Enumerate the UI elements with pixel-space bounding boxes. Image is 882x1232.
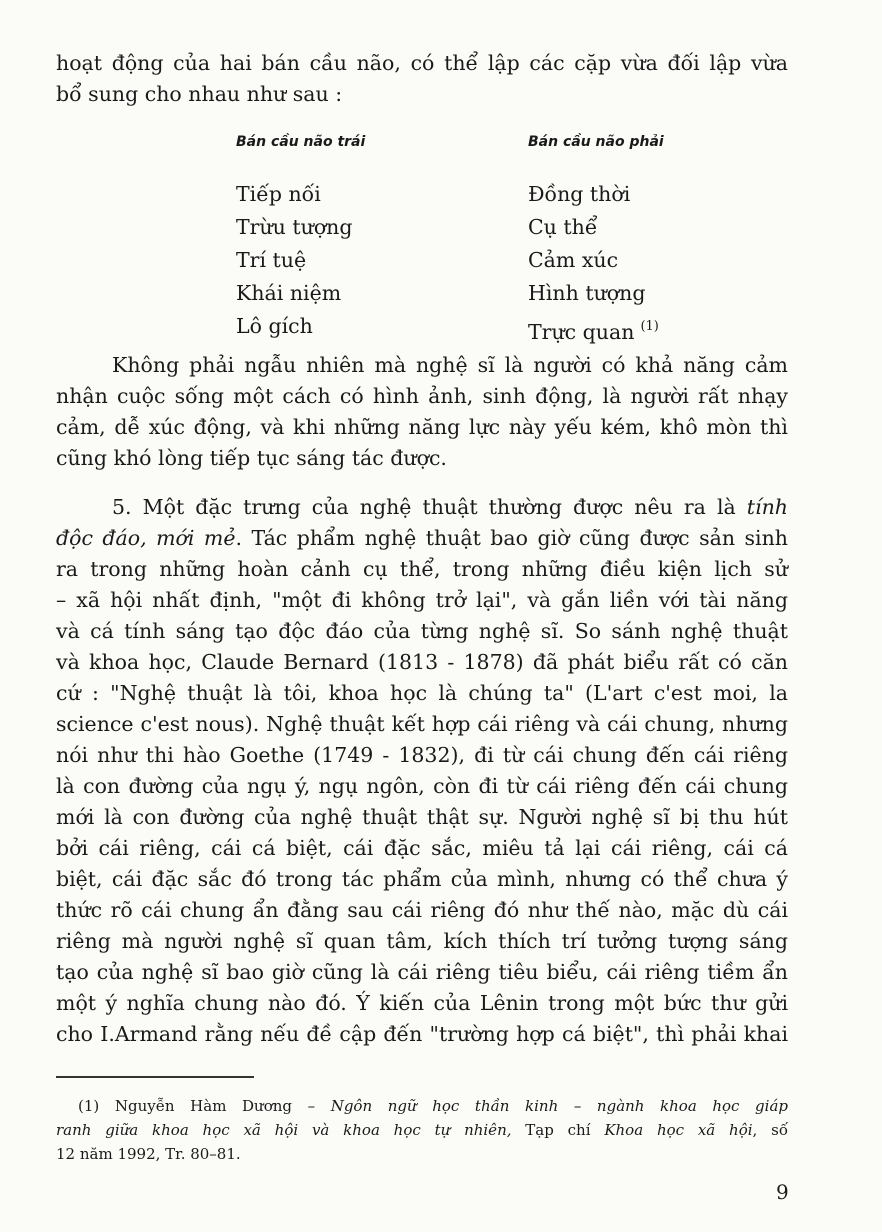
list-item: Cảm xúc [528,248,619,272]
text-line: và cá tính sáng tạo độc đáo của từng nghệ sĩ. So sánh nghệ thuật [56,619,788,643]
footnote-divider [56,1076,254,1078]
text-segment: 5. Một đặc trưng của nghệ thuật thường được nêu ra là [112,495,747,519]
text-line [56,523,788,554]
text-line: biệt, cái đặc sắc đó trong tác phẩm của mình, nhưng có thể chưa ý [56,867,788,891]
list-item: Trí tuệ [236,248,307,272]
emphasis-text: tính [746,495,788,519]
list-item-text: Trực quan [528,320,635,344]
text-line: mới là con đường của nghệ thuật thật sự. Người nghệ sĩ bị thu hút [56,805,788,829]
left-column-header: Bán cầu não trái [236,134,366,150]
text-line: nói như thi hào Goethe (1749 - 1832), đi từ cái chung đến cái riêng [56,743,788,767]
text-line: Không phải ngẫu nhiên mà nghệ sĩ là người có khả năng cảm [112,353,788,377]
footnote-title: ranh giữa khoa học xã hội và khoa học tự nhiên, [56,1121,512,1139]
text-line: bổ sung cho nhau như sau : [56,82,343,106]
text-line: một ý nghĩa chung nào đó. Ý kiến của Lênin trong một bức thư gửi [56,991,788,1015]
text-line: nhận cuộc sống một cách có hình ảnh, sinh động, là người rất nhạy [56,384,788,408]
right-hemisphere-column [528,130,788,349]
text-line: cũng khó lòng tiếp tục sáng tác được. [56,446,447,470]
footnote-text: , số [752,1121,788,1139]
footnote-author: Nguyễn Hàm Dương – [99,1097,331,1115]
list-item: Tiếp nối [236,182,321,206]
paragraph-artist [56,350,788,474]
list-item: Trừu tượng [236,215,353,239]
text-line: science c'est nous). Nghệ thuật kết hợp cái riêng và cái chung, nhưng [56,712,788,736]
footnote-reference[interactable]: (1) [640,319,659,334]
text-line: bởi cái riêng, cái cá biệt, cái đặc sắc, miêu tả lại cái riêng, cái cá [56,836,788,860]
text-line: riêng mà người nghệ sĩ quan tâm, kích thích trí tưởng tượng sáng [56,929,788,953]
footnote-marker: (1) [78,1097,100,1115]
text-line: thức rõ cái chung ẩn đằng sau cái riêng đó như thế nào, mặc dù cái [56,898,788,922]
text-line: ra trong những hoàn cảnh cụ thể, trong những điều kiện lịch sử [56,557,788,581]
footnote-title: Ngôn ngữ học thần kinh – ngành khoa học giáp [330,1097,788,1115]
footnote-line [56,1118,788,1142]
paragraph-intro [56,48,788,110]
footnote-journal: Khoa học xã hội [604,1121,753,1139]
footnote-line: 12 năm 1992, Tr. 80–81. [56,1145,241,1163]
list-item: Lô gích [236,314,313,338]
text-line: – xã hội nhất định, "một đi không trở lại", và gắn liền với tài năng [56,588,788,612]
footnote-line [78,1094,788,1118]
list-item: Cụ thể [528,215,598,239]
list-item [528,310,788,349]
text-line: cảm, dễ xúc động, và khi những năng lực này yếu kém, khô mòn thì [56,415,788,439]
text-line: tạo của nghệ sĩ bao giờ cũng là cái riêng tiêu biểu, cái riêng tiềm ẩn [56,960,788,984]
text-line: cho I.Armand rằng nếu đề cập đến "trường hợp cá biệt", thì phải khai [56,1022,788,1046]
text-line: và khoa học, Claude Bernard (1813 - 1878) đã phát biểu rất có căn [56,650,788,674]
footnote [56,1094,788,1166]
list-item: Đồng thời [528,182,631,206]
text-line: cứ : "Nghệ thuật là tôi, khoa học là chúng ta" (L'art c'est moi, la [56,681,788,705]
list-item: Hình tượng [528,281,646,305]
paragraph-originality [56,492,788,1050]
text-line: hoạt động của hai bán cầu não, có thể lập các cặp vừa đối lập vừa [56,51,788,75]
text-line [56,492,788,523]
right-column-header: Bán cầu não phải [528,134,664,150]
text-segment: . Tác phẩm nghệ thuật bao giờ cũng được sản sinh [235,526,788,550]
left-hemisphere-column [236,130,496,343]
text-line: là con đường của ngụ ý, ngụ ngôn, còn đi từ cái riêng đến cái chung [56,774,788,798]
emphasis-text: độc đáo, mới mẻ [56,526,236,550]
page-number: 9 [776,1180,789,1204]
footnote-text: Tạp chí [511,1121,605,1139]
list-item: Khái niệm [236,281,342,305]
